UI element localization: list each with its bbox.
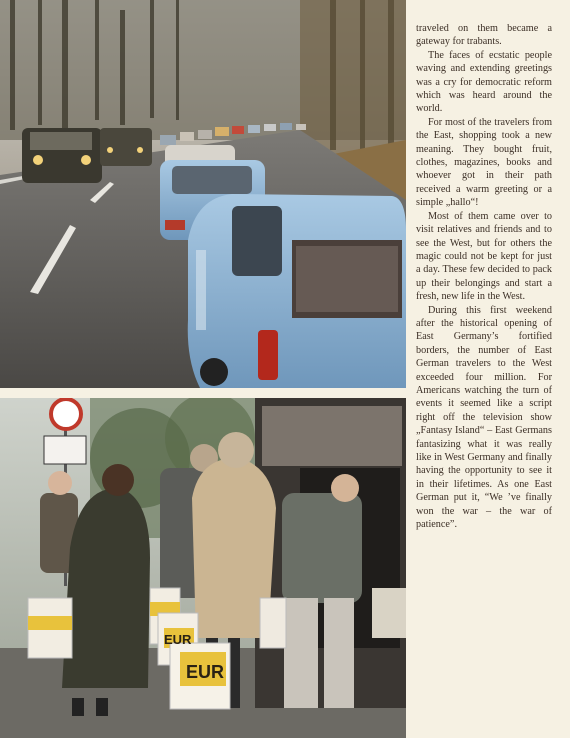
article-paragraph: Most of them came over to visit relatives and friends and to see the West, but for others the magic could not be kept for just a day. These few decided to pack up their belongings and start a fresh, new life in the West. [416,210,552,303]
bag-logo-text-large: EUR [186,662,225,682]
shoppers-scene [0,398,406,738]
bag-logo-text: EUR [164,632,192,647]
article-paragraph: The faces of ecstatic people waving and extending greetings was a cry for democratic reform which was heard around the world. [416,49,552,115]
article-paragraph: traveled on them became a gateway for trabants. [416,23,552,48]
photo-trabant-traffic-jam [0,0,406,388]
photo-shoppers-with-bags [0,398,406,738]
trabant-scene [0,0,406,388]
article-paragraph: During this first weekend after the historical opening of East Germany’s fortified borders, the number of East German travelers to the West exceeded four million. For Americans watching the turn of events it seemed like a script right off the television show „Fantasy Island“ – East Germans fantasizing what it was really like in West Germany and finally having the opportunity to see it in their lifetimes. As one East German put it, “We ’ve finally won the war – the war of patience”. [416,304,552,531]
article-text-column [416,22,552,531]
article-paragraph: For most of the travelers from the East, shopping took a new meaning. They bought fruit, clothes, magazines, books and whoever got in their path received a warm greeting or a simple „hallo“! [416,116,552,209]
